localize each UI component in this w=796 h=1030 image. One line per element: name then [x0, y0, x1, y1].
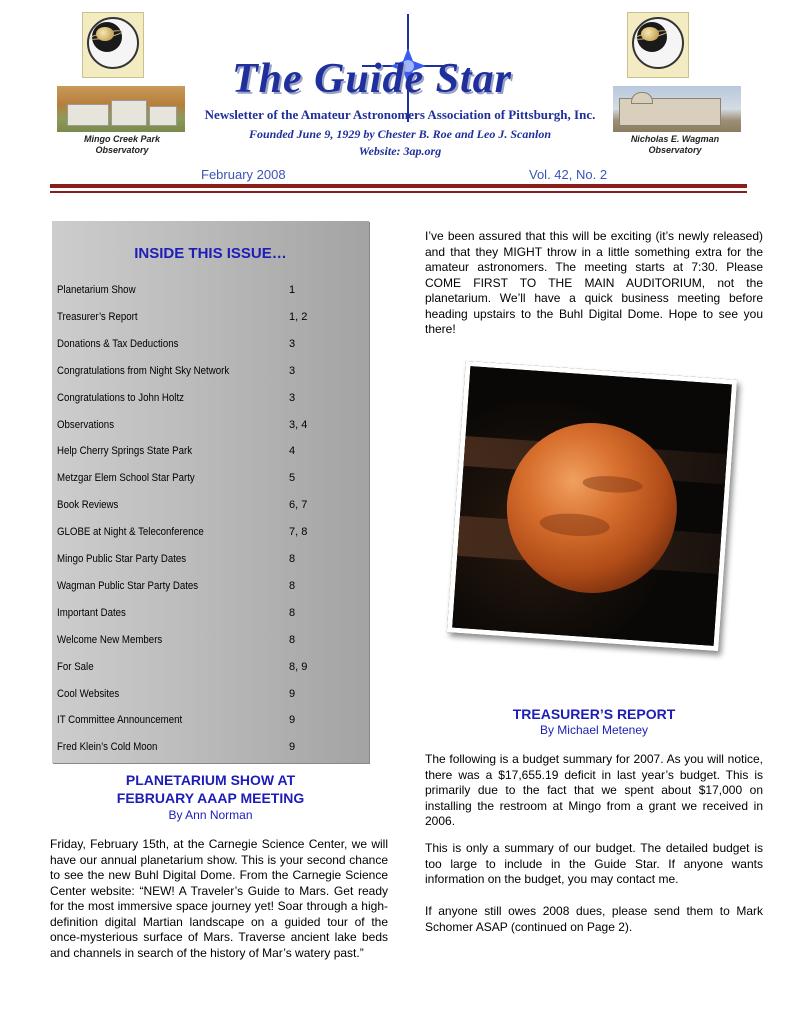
toc-item-page: 9: [289, 687, 296, 700]
caption-line: Nicholas E. Wagman: [630, 134, 720, 144]
caption-line: Observatory: [648, 145, 702, 155]
toc-item-page: 1, 2: [289, 310, 308, 323]
toc-item: [57, 311, 357, 327]
toc-item-label: For Sale: [57, 660, 94, 673]
toc-item-label: Important Dates: [57, 606, 126, 619]
toc-item: [57, 714, 357, 730]
toc-item-page: 8: [289, 579, 296, 592]
toc-item-page: 7, 8: [289, 526, 308, 539]
toc-item: [57, 365, 357, 381]
toc-item: [57, 741, 357, 757]
newsletter-title: The Guide Star: [232, 56, 513, 102]
toc-item: [57, 445, 357, 461]
toc-item-page: 8: [289, 553, 296, 565]
mingo-caption: [57, 134, 187, 156]
toc-item: [57, 688, 357, 704]
toc-item: [57, 392, 357, 408]
toc-item-page: 5: [289, 472, 296, 485]
mars-photo: [447, 361, 737, 651]
association-seal-left: [82, 12, 144, 78]
toc-item-page: 3: [289, 391, 296, 404]
toc-item-page: 8, 9: [289, 660, 308, 673]
planetarium-body: Friday, February 15th, at the Carnegie Science Center, we will have our annual planetarium show. This is your second chance to see the new Buhl Digital Dome. From the Carnegie Science Center website: “NEW! A Traveler’s Guide to Mars. Get ready for the most immersive space journey yet! Soar through a high-definition digital Martian landscape on a guided tour of the once-mysterious surface of Mars. Traverse ancient lake beds and channels in search of the history of Mar’s watery past.”: [50, 837, 388, 960]
mingo-observatory-photo: [57, 86, 185, 132]
toc-item-label: Congratulations from Night Sky Network: [57, 364, 230, 377]
toc-item: [57, 607, 357, 623]
toc-item-label: Treasurer’s Report: [57, 310, 138, 323]
toc-item-label: Wagman Public Star Party Dates: [57, 579, 199, 592]
toc-item-label: Help Cherry Springs State Park: [57, 445, 193, 458]
wagman-observatory-photo: [613, 86, 741, 132]
toc-item-label: Fred Klein’s Cold Moon: [57, 741, 158, 754]
website-link[interactable]: Website: 3ap.org: [358, 144, 442, 158]
toc-item-label: Mingo Public Star Party Dates: [57, 553, 187, 565]
toc-item-page: 4: [289, 445, 296, 458]
table-of-contents: [52, 221, 369, 763]
toc-item: [57, 472, 357, 488]
toc-item-label: Congratulations to John Holtz: [57, 391, 184, 404]
issue-date: February 2008: [201, 167, 286, 182]
toc-item-label: IT Committee Announcement: [57, 714, 183, 727]
issue-volume: Vol. 42, No. 2: [529, 167, 608, 182]
toc-item-label: Observations: [57, 418, 115, 431]
treasurer-paragraph-1: The following is a budget summary for 2007. As you will notice, there was a $17,655.19 deficit in last year’s budget. This is primarily due to the fact that we spent about $17,000 on installing the restroom at Mingo from a grant we received in 2006.: [425, 752, 763, 828]
toc-item: [57, 526, 357, 542]
caption-line: Observatory: [95, 145, 149, 155]
planetarium-heading: PLANETARIUM SHOW AT FEBRUARY AAAP MEETING: [116, 772, 305, 806]
toc-item-label: Welcome New Members: [57, 633, 163, 646]
founded-line: Founded June 9, 1929 by Chester B. Roe and Leo J. Scanlon: [248, 127, 552, 141]
wagman-caption: [610, 134, 740, 156]
toc-item-label: Donations & Tax Deductions: [57, 337, 179, 350]
toc-item-label: Metzgar Elem School Star Party: [57, 472, 195, 485]
toc-item-label: Book Reviews: [57, 499, 119, 512]
toc-item-page: 3, 4: [289, 418, 308, 431]
toc-item: [57, 661, 357, 677]
toc-item-label: Planetarium Show: [57, 284, 136, 296]
toc-item-page: 9: [289, 714, 296, 727]
toc-item: [57, 499, 357, 515]
header-rule: [50, 184, 747, 188]
toc-item-page: 9: [289, 741, 296, 754]
toc-item-page: 3: [289, 337, 296, 350]
association-seal-right: [627, 12, 689, 78]
planetarium-continued: I’ve been assured that this will be exciting (it’s newly released) and that they MIGHT throw in a little something extra for the amateur astronomers. The meeting starts at 7:30. Please COME FIRST TO THE MAIN AUDITORIUM, not the planetarium. We’ll have a quick business meeting before heading upstairs to the Buhl Digital Dome. Hope to see you there!: [425, 229, 763, 336]
toc-item: [57, 284, 357, 300]
treasurer-paragraph-2: This is only a summary of our budget. The detailed budget is too large to include in the Guide Star. If anyone wants information on the budget, you may contact me.: [425, 841, 763, 886]
toc-item: [57, 419, 357, 435]
treasurer-byline: By Michael Meteney: [539, 723, 649, 737]
header-rule-thin: [50, 191, 747, 193]
toc-item-page: 6, 7: [289, 499, 308, 512]
toc-item-page: 1: [289, 284, 296, 296]
toc-item: [57, 553, 357, 569]
toc-item-label: Cool Websites: [57, 687, 120, 700]
toc-item-page: 8: [289, 606, 296, 619]
toc-item: [57, 634, 357, 650]
toc-item: [57, 338, 357, 354]
toc-title: INSIDE THIS ISSUE…: [134, 245, 287, 262]
treasurer-heading: TREASURER’S REPORT: [512, 706, 676, 722]
toc-item: [57, 580, 357, 596]
caption-line: Mingo Creek Park: [83, 134, 161, 144]
newsletter-subtitle: Newsletter of the Amateur Astronomers Association of Pittsburgh, Inc.: [204, 107, 596, 122]
toc-item-page: 8: [289, 633, 296, 646]
toc-item-page: 3: [289, 364, 296, 377]
treasurer-paragraph-3: If anyone still owes 2008 dues, please send them to Mark Schomer ASAP (continued on Page 2).: [425, 904, 763, 934]
toc-item-label: GLOBE at Night & Teleconference: [57, 526, 204, 539]
planetarium-byline: By Ann Norman: [168, 808, 253, 822]
